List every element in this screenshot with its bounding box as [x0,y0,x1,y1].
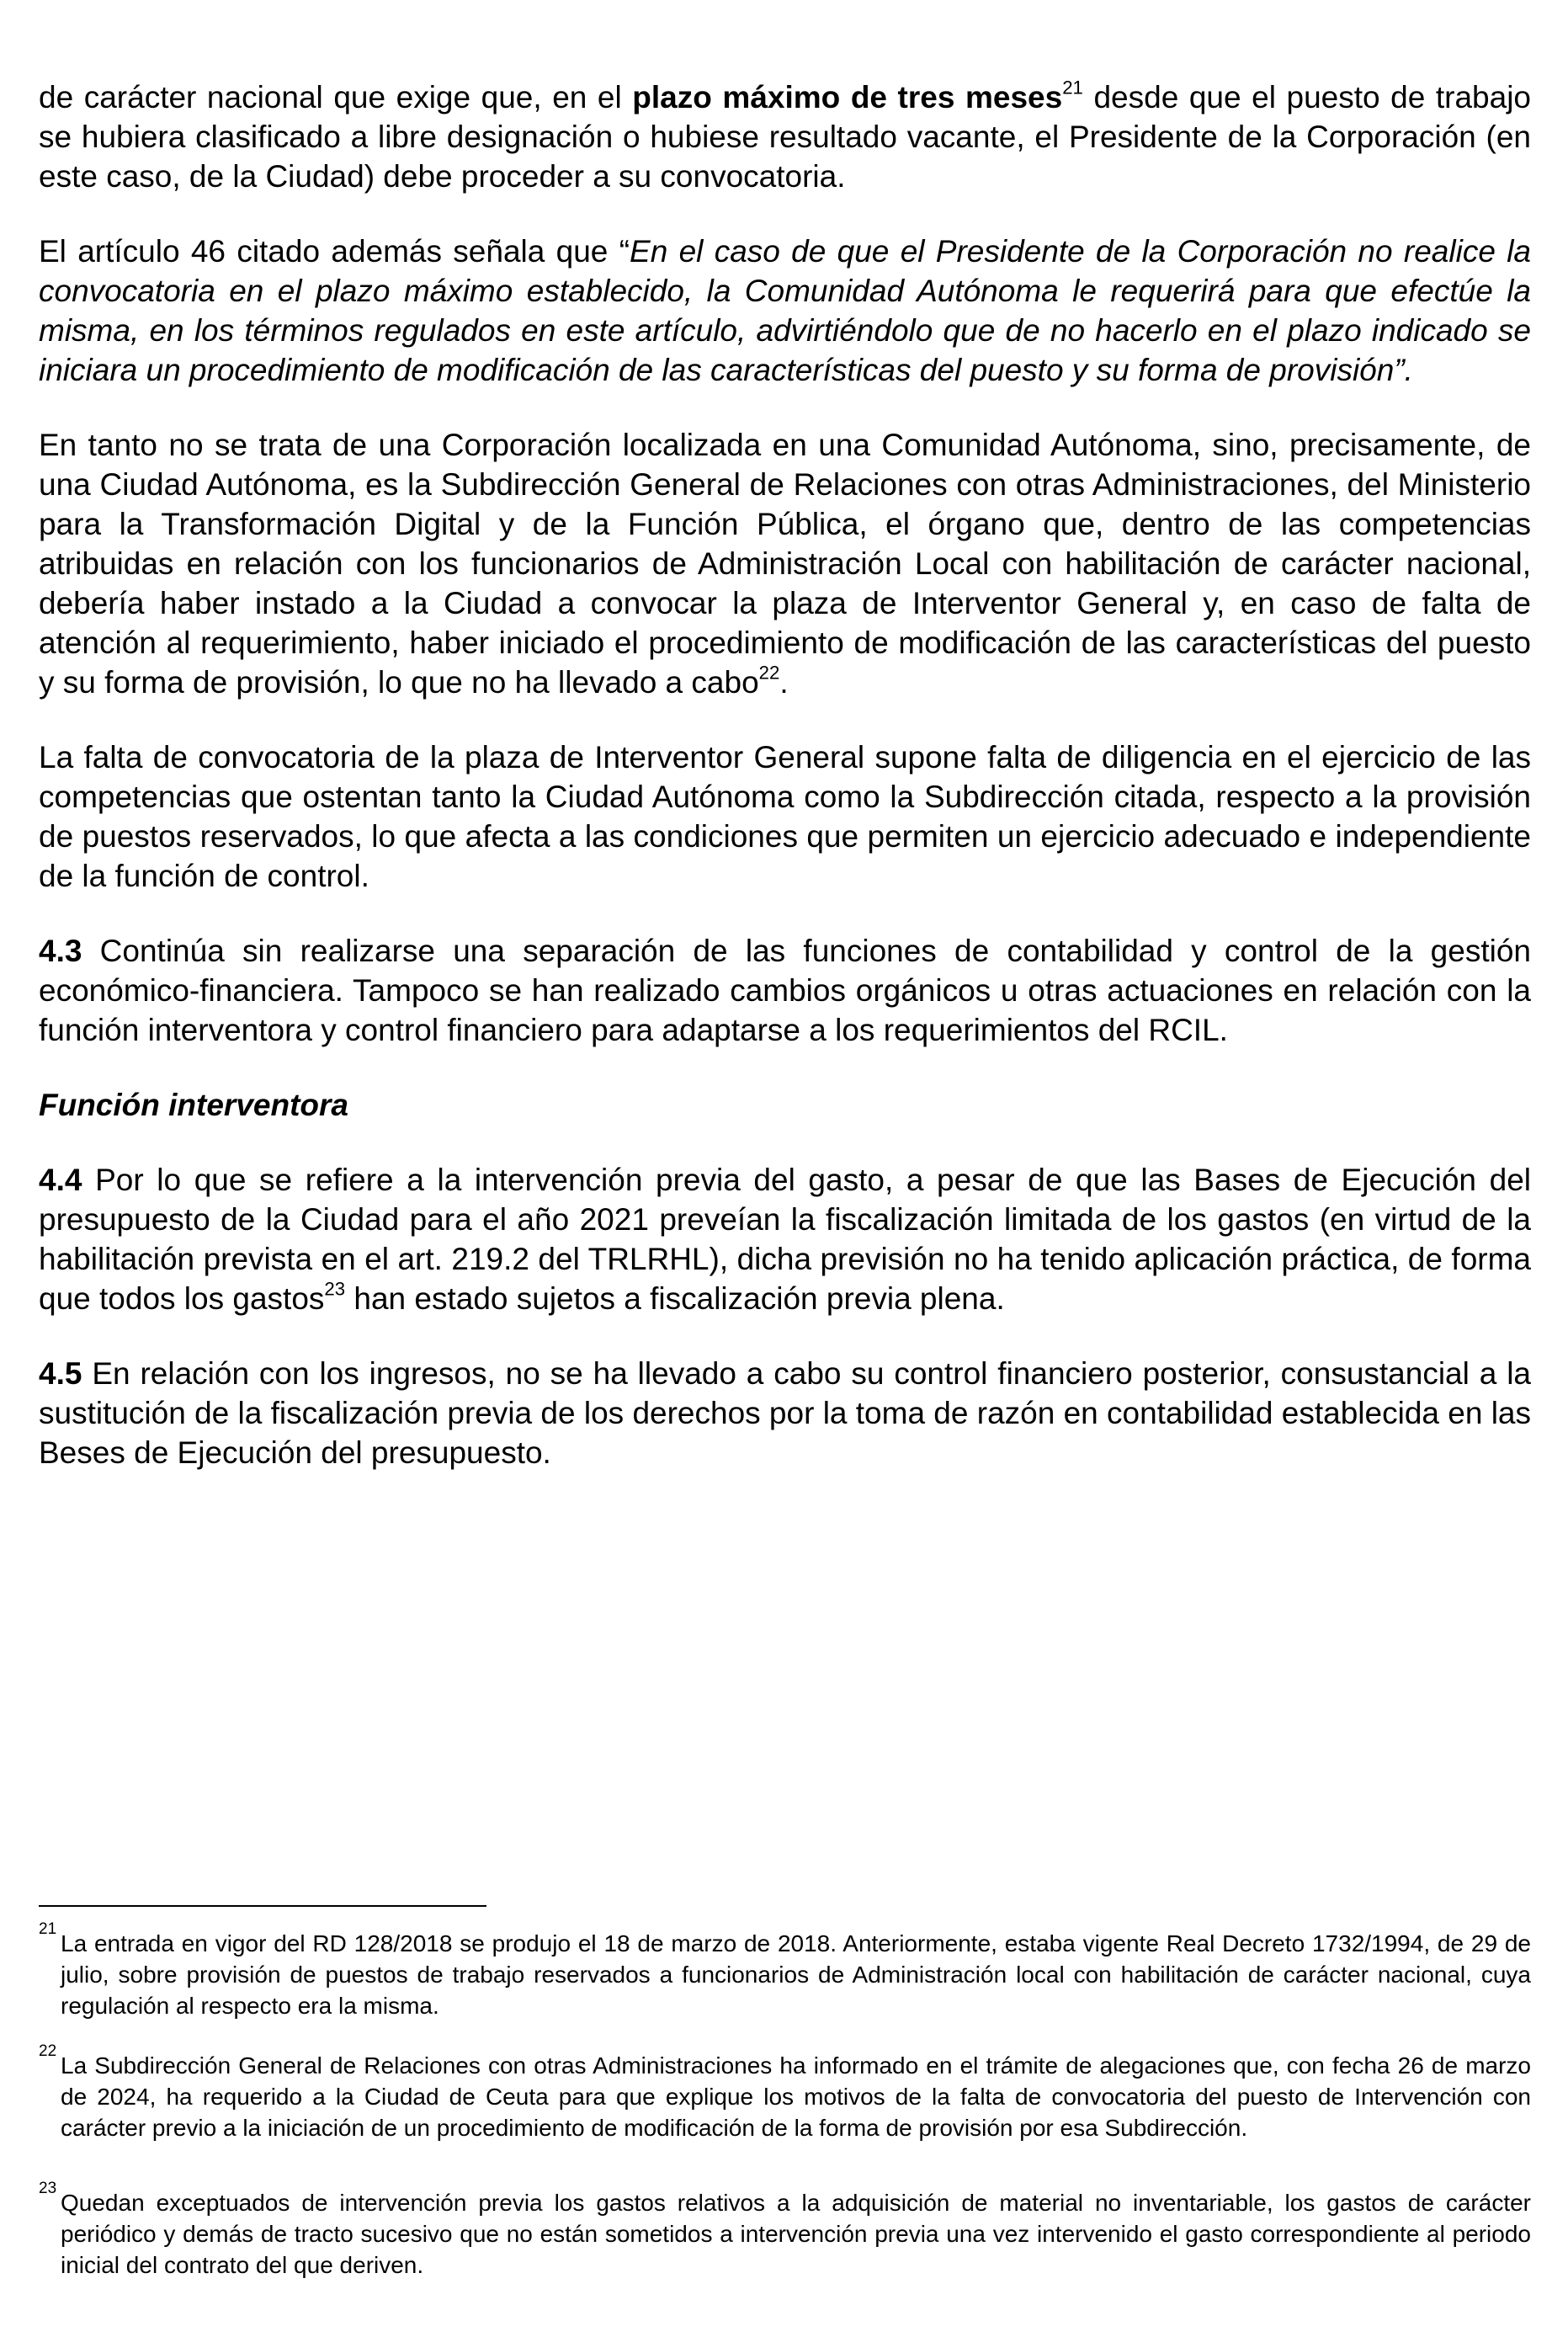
body-text [39,77,1531,1508]
footnote-text: La Subdirección General de Relaciones con otras Administraciones ha informado en el trámite de alegaciones que, con fecha 26 de marzo de 2024, ha requerido a la Ciudad de Ceuta para que explique los motivos de la falta de convocatoria del puesto de Intervención con carácter previo a la iniciación de un procedimiento de modificación de la forma de provisión por esa Subdirección. [61,2052,1531,2141]
section-number: 4.3 [39,934,82,968]
paragraph-text: En tanto no se trata de una Corporación localizada en una Comunidad Autónoma, sino, precisamente, de una Ciudad Autónoma, es la Subdirección General de Relaciones con otras Administraciones, del Ministerio para la Transformación Digital y de la Función Pública, el órgano que, dentro de las competencias atribuidas en relación con los funcionarios de Administración Local con habilitación de carácter nacional, debería haber instado a la Ciudad a convocar la plaza de Interventor General y, en caso de falta de atención al requerimiento, haber iniciado el procedimiento de modificación de las características del puesto y su forma de provisión, lo que no ha llevado a cabo [39,428,1531,700]
paragraph-4-3 [39,931,1531,1050]
paragraph-1 [39,77,1531,196]
paragraph-4 [39,737,1531,896]
footnote-separator [39,1905,486,1907]
paragraph-3 [39,425,1531,702]
paragraph-text: El artículo 46 citado además señala que “ [39,234,630,269]
footnote-ref-21[interactable]: 21 [1062,77,1083,98]
bold-emphasis: plazo máximo de tres meses [632,80,1063,114]
section-number: 4.5 [39,1356,82,1391]
footnote-ref-23[interactable]: 23 [324,1278,346,1300]
paragraph-4-5 [39,1354,1531,1472]
paragraph-text: han estado sujetos a fiscalización previa plena. [345,1281,1005,1316]
footnote-number: 21 [39,1920,57,1938]
footnote-22 [39,2042,1531,2143]
section-number: 4.4 [39,1163,82,1197]
paragraph-text: de carácter nacional que exige que, en el [39,80,633,114]
paragraph-text: . [779,665,789,700]
footnote-number: 22 [39,2042,57,2060]
section-heading: Función interventora [39,1088,348,1122]
paragraph-text: En relación con los ingresos, no se ha llevado a cabo su control financiero posterior, consustancial a la sustitución de la fiscalización previa de los derechos por la toma de razón en contabilidad establecida en las Beses de Ejecución del presupuesto. [39,1356,1531,1470]
footnote-text: La entrada en vigor del RD 128/2018 se produjo el 18 de marzo de 2018. Anteriormente, estaba vigente Real Decreto 1732/1994, de 29 de julio, sobre provisión de puestos de trabajo reservados a funcionarios de Administración local con habilitación de carácter nacional, cuya regulación al respecto era la misma. [61,1930,1531,2019]
paragraph-text: La falta de convocatoria de la plaza de Interventor General supone falta de diligencia en el ejercicio de las competencias que ostentan tanto la Ciudad Autónoma como la Subdirección citada, respecto a la provisión de puestos reservados, lo que afecta a las condiciones que permiten un ejercicio adecuado e independiente de la función de control. [39,740,1531,893]
paragraph-text: Por lo que se refiere a la intervención previa del gasto, a pesar de que las Bases de Ejecución del presupuesto de la Ciudad para el año 2021 preveían la fiscalización limitada de los gastos (en virtud de la habilitación prevista en el art. 219.2 del TRLRHL), dicha previsión no ha tenido aplicación práctica, de forma que todos los gastos [39,1163,1531,1316]
paragraph-2 [39,232,1531,390]
footnote-number: 23 [39,2180,57,2197]
footnote-ref-22[interactable]: 22 [758,662,780,684]
quoted-text: En el caso de que el Presidente de la Corporación no realice la convocatoria en el plazo máximo establecido, la Comunidad Autónoma le requerirá para que efectúe la misma, en los términos regulados en este artículo, advirtiéndolo que de no hacerlo en el plazo indicado se iniciara un procedimiento de modificación de las características del puesto y su forma de provisión”. [39,234,1532,387]
paragraph-4-4 [39,1160,1531,1318]
footnote-23 [39,2180,1531,2281]
paragraph-text: Continúa sin realizarse una separación de las funciones de contabilidad y control de la gestión económico-financiera. Tampoco se han realizado cambios orgánicos u otras actuaciones en relación con la función interventora y control financiero para adaptarse a los requerimientos del RCIL. [39,934,1531,1047]
footnote-21 [39,1920,1531,2021]
footnote-text: Quedan exceptuados de intervención previa los gastos relativos a la adquisición de material no inventariable, los gastos de carácter periódico y demás de tracto sucesivo que no están sometidos a intervención previa una vez intervenido el gasto correspondiente al periodo inicial del contrato del que deriven. [61,2190,1531,2278]
footnotes [39,1920,1531,2309]
paragraph-text: desde que el puesto de trabajo se hubiera clasificado a libre designación o hubiese resultado vacante, el Presidente de la Corporación (en este caso, de la Ciudad) debe proceder a su convocatoria. [39,80,1532,194]
